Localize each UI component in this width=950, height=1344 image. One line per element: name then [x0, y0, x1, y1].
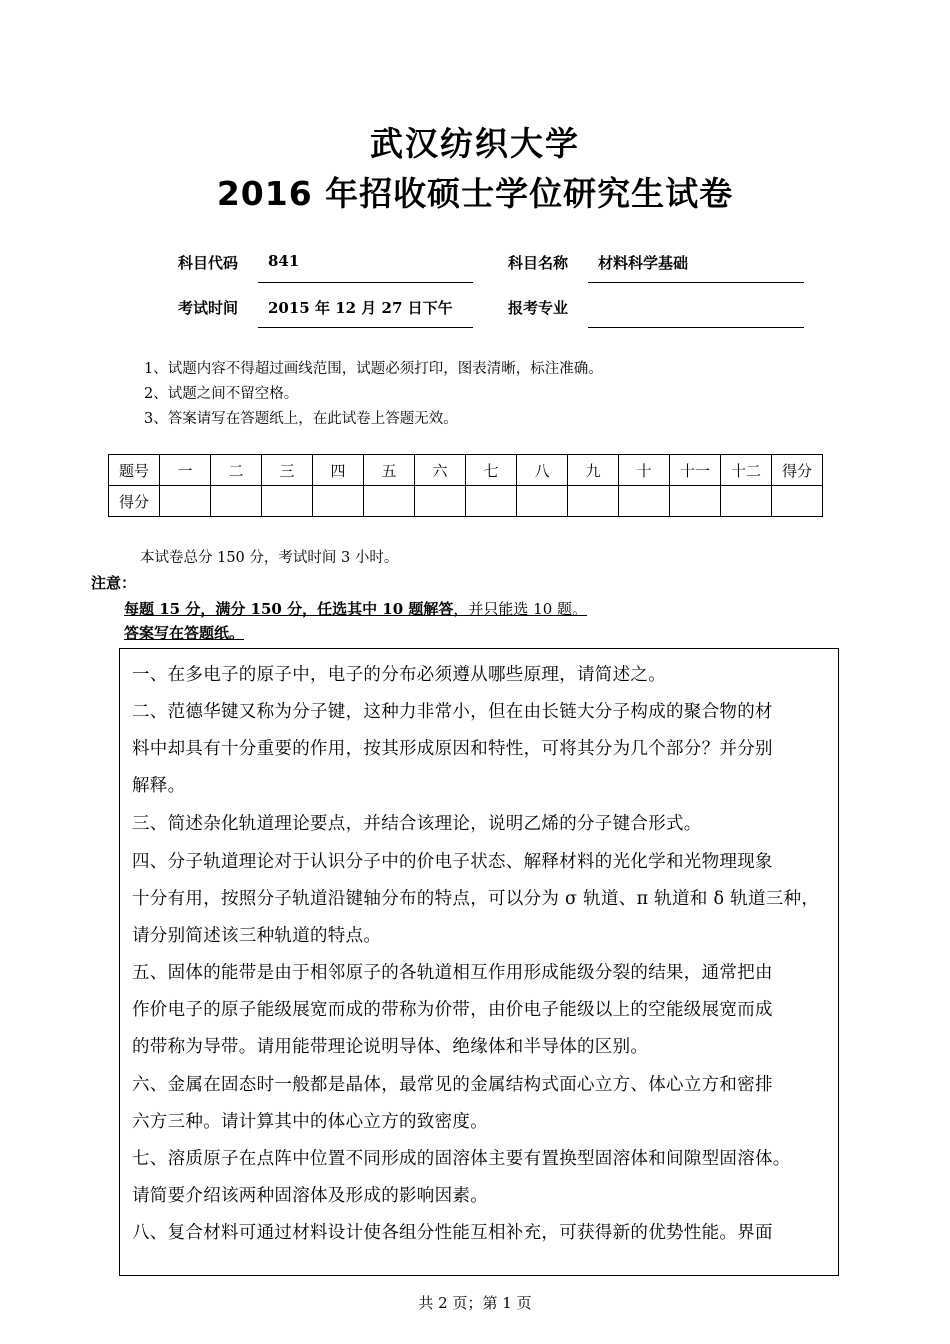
questions-box [119, 648, 839, 1276]
question-line: 六、金属在固态时一般都是晶体，最常见的金属结构式面心立方、体心立方和密排 [132, 1075, 773, 1095]
notes-rule-1 [124, 598, 587, 619]
notes-rule-2: 答案写在答题纸。 [124, 624, 245, 642]
question-line: 作价电子的原子能级展宽而成的带称为价带，由价电子能级以上的空能级展宽而成 [132, 1000, 773, 1020]
score-table-score-row [109, 486, 823, 517]
exam-time-underline [258, 327, 473, 328]
instruction-1: 1、试题内容不得超过画线范围，试题必须打印，图表清晰，标注准确。 [144, 361, 603, 377]
table-cell: 得分 [772, 455, 823, 486]
question-line: 料中却具有十分重要的作用，按其形成原因和特性，可将其分为几个部分？并分别 [132, 739, 773, 759]
table-cell: 四 [313, 455, 364, 486]
instruction-3: 3、答案请写在答题纸上，在此试卷上答题无效。 [144, 411, 458, 427]
subject-code-underline [258, 282, 473, 283]
instruction-2: 2、试题之间不留空格。 [144, 386, 299, 402]
score-cell [619, 486, 670, 517]
question-line: 一、在多电子的原子中，电子的分布必须遵从哪些原理，请简述之。 [132, 665, 666, 685]
notes-rule-1-rest: ，并只能选 10 题。 [453, 600, 588, 618]
major-label: 报考专业 [508, 299, 569, 317]
university-name: 武汉纺织大学 [370, 124, 580, 163]
table-cell: 一 [160, 455, 211, 486]
question-line: 请简要介绍该两种固溶体及形成的影响因素。 [132, 1186, 488, 1206]
score-cell [160, 486, 211, 517]
exam-summary: 本试卷总分 150 分，考试时间 3 小时。 [140, 550, 399, 566]
table-cell: 七 [466, 455, 517, 486]
table-cell: 得分 [109, 486, 160, 517]
score-cell [313, 486, 364, 517]
exam-title: 2016 年招收硕士学位研究生试卷 [216, 174, 734, 213]
question-line: 二、范德华键又称为分子键，这种力非常小，但在由长链大分子构成的聚合物的材 [132, 702, 773, 722]
table-cell: 十二 [721, 455, 772, 486]
score-cell [772, 486, 823, 517]
notes-heading: 注意： [91, 574, 137, 592]
subject-code-label: 科目代码 [178, 254, 239, 272]
table-cell: 十 [619, 455, 670, 486]
score-cell [364, 486, 415, 517]
score-cell [517, 486, 568, 517]
question-line: 请分别简述该三种轨道的特点。 [132, 926, 382, 946]
subject-name-underline [588, 282, 804, 283]
question-line: 三、简述杂化轨道理论要点，并结合该理论，说明乙烯的分子键合形式。 [132, 814, 702, 834]
question-line: 十分有用，按照分子轨道沿键轴分布的特点，可以分为 σ 轨道、π 轨道和 δ 轨道三种， [132, 889, 820, 909]
table-cell: 题号 [109, 455, 160, 486]
question-line: 六方三种。请计算其中的体心立方的致密度。 [132, 1112, 488, 1132]
question-line: 四、分子轨道理论对于认识分子中的价电子状态、解释材料的光化学和光物理现象 [132, 852, 773, 872]
score-table [108, 454, 823, 517]
subject-code-value: 841 [268, 252, 300, 270]
question-line: 解释。 [132, 776, 186, 796]
question-line: 八、复合材料可通过材料设计使各组分性能互相补充，可获得新的优势性能。界面 [132, 1223, 773, 1243]
subject-name-value: 材料科学基础 [598, 254, 689, 272]
table-cell: 五 [364, 455, 415, 486]
question-line: 的带称为导带。请用能带理论说明导体、绝缘体和半导体的区别。 [132, 1037, 649, 1057]
page-footer: 共 2 页；第 1 页 [418, 1294, 532, 1312]
score-cell [262, 486, 313, 517]
question-line: 七、溶质原子在点阵中位置不同形成的固溶体主要有置换型固溶体和间隙型固溶体。 [132, 1149, 791, 1169]
exam-time-label: 考试时间 [178, 299, 239, 317]
notes-rule-1-bold: 每题 15 分，满分 150 分，任选其中 10 题解答 [124, 600, 454, 618]
table-cell: 十一 [670, 455, 721, 486]
table-cell: 三 [262, 455, 313, 486]
table-cell: 六 [415, 455, 466, 486]
question-line: 五、固体的能带是由于相邻原子的各轨道相互作用形成能级分裂的结果，通常把由 [132, 963, 773, 983]
table-cell: 九 [568, 455, 619, 486]
exam-time-value: 2015 年 12 月 27 日下午 [268, 299, 453, 317]
score-cell [415, 486, 466, 517]
score-cell [466, 486, 517, 517]
table-cell: 二 [211, 455, 262, 486]
score-cell [721, 486, 772, 517]
table-cell: 八 [517, 455, 568, 486]
score-cell [568, 486, 619, 517]
score-cell [211, 486, 262, 517]
major-underline [588, 327, 804, 328]
subject-name-label: 科目名称 [508, 254, 569, 272]
score-cell [670, 486, 721, 517]
score-table-header-row [109, 455, 823, 486]
